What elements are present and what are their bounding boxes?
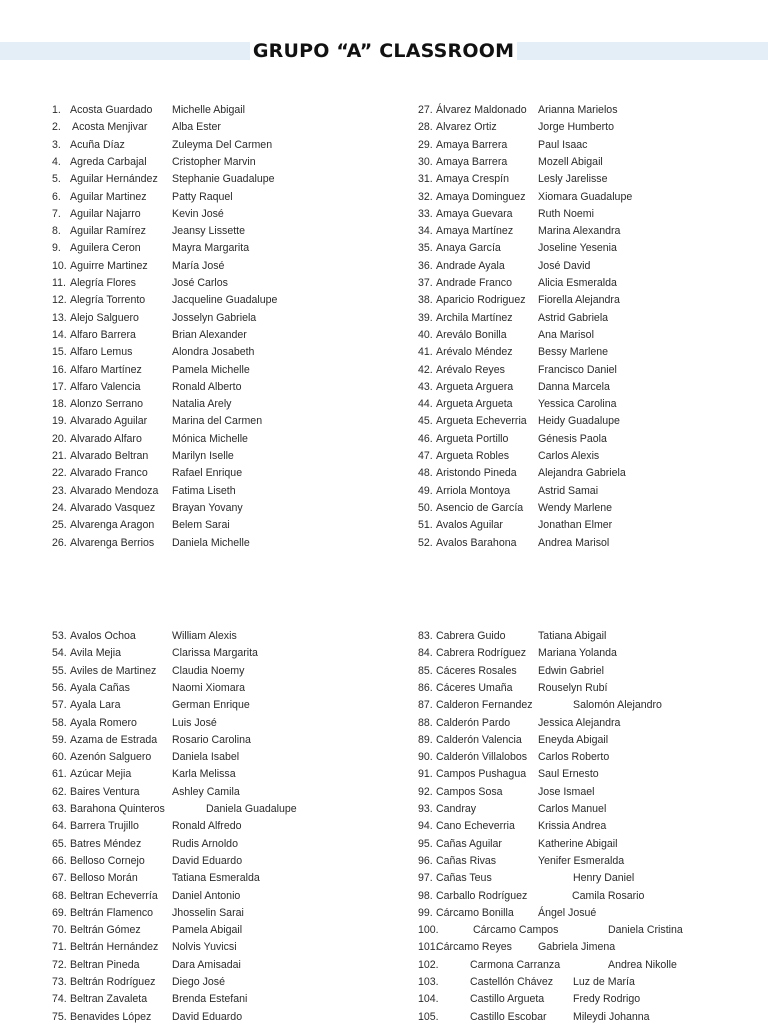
surname: Castellón Chávez bbox=[470, 976, 554, 988]
item-number: 2. bbox=[52, 121, 61, 134]
item-number: 32. bbox=[418, 190, 433, 203]
item-number: 26. bbox=[52, 536, 67, 549]
surname: Arriola Montoya bbox=[436, 484, 511, 497]
item-number: 9. bbox=[52, 242, 61, 255]
given-names: Wendy Marlene bbox=[538, 501, 612, 514]
given-names: Xiomara Guadalupe bbox=[538, 190, 633, 203]
surname: Beltrán Flamenco bbox=[70, 906, 154, 919]
item-number: 98. bbox=[418, 889, 433, 902]
surname: Acosta Menjivar bbox=[72, 121, 148, 134]
item-number: 5. bbox=[52, 173, 61, 186]
item-number: 42. bbox=[418, 363, 433, 376]
item-number: 102. bbox=[418, 958, 439, 971]
surname: Calderón Villalobos bbox=[436, 751, 528, 764]
item-number: 75. bbox=[52, 1010, 67, 1023]
item-number: 52. bbox=[418, 536, 433, 549]
given-names: Génesis Paola bbox=[538, 432, 607, 445]
item-number: 69. bbox=[52, 906, 67, 919]
item-number: 86. bbox=[418, 681, 433, 694]
surname: Alfaro Barrera bbox=[70, 328, 136, 341]
given-names: Danna Marcela bbox=[538, 380, 610, 393]
item-number: 39. bbox=[418, 311, 433, 324]
item-number: 46. bbox=[418, 432, 433, 445]
given-names: Mayra Margarita bbox=[172, 242, 250, 255]
item-number: 100. bbox=[418, 924, 439, 937]
surname: Aguilar Ramírez bbox=[70, 225, 146, 238]
surname: Cárcamo Reyes bbox=[436, 941, 512, 954]
item-number: 59. bbox=[52, 733, 67, 746]
surname: Argueta Argueta bbox=[436, 398, 513, 411]
given-names: Arianna Marielos bbox=[538, 104, 618, 116]
surname: Alvarado Beltran bbox=[70, 450, 149, 462]
surname: Areválo Bonilla bbox=[436, 328, 507, 341]
given-names: Mónica Michelle bbox=[172, 432, 248, 445]
item-number: 62. bbox=[52, 785, 67, 798]
item-number: 54. bbox=[52, 647, 67, 660]
item-number: 22. bbox=[52, 467, 67, 480]
item-number: 33. bbox=[418, 207, 433, 220]
given-names: Francisco Daniel bbox=[538, 363, 617, 376]
surname: Alvarenga Berrios bbox=[70, 536, 155, 549]
surname: Alvarado Aguilar bbox=[70, 415, 148, 428]
item-number: 4. bbox=[52, 155, 61, 168]
item-number: 50. bbox=[418, 501, 433, 514]
given-names: Joseline Yesenia bbox=[538, 242, 617, 255]
item-number: 66. bbox=[52, 854, 67, 867]
item-number: 56. bbox=[52, 681, 67, 694]
given-names: Dara Amisadai bbox=[172, 958, 241, 971]
item-number: 87. bbox=[418, 699, 433, 712]
given-names: Daniela Michelle bbox=[172, 536, 250, 549]
surname: Cabrera Rodríguez bbox=[436, 647, 527, 660]
item-number: 70. bbox=[52, 924, 67, 937]
surname: Carballo Rodríguez bbox=[436, 889, 528, 902]
given-names: Jacqueline Guadalupe bbox=[172, 294, 278, 307]
item-number: 64. bbox=[52, 820, 67, 833]
given-names: Claudia Noemy bbox=[172, 664, 245, 677]
given-names: Fiorella Alejandra bbox=[538, 294, 620, 307]
surname: Alvarado Mendoza bbox=[70, 484, 159, 497]
item-number: 49. bbox=[418, 484, 433, 497]
item-number: 27. bbox=[418, 104, 433, 116]
item-number: 61. bbox=[52, 768, 67, 781]
item-number: 90. bbox=[418, 751, 433, 764]
given-names: Karla Melissa bbox=[172, 768, 236, 781]
item-number: 23. bbox=[52, 484, 67, 497]
surname: Beltrán Gómez bbox=[70, 924, 141, 937]
item-number: 88. bbox=[418, 716, 433, 729]
surname: Cárcamo Bonilla bbox=[436, 906, 514, 919]
surname: Belloso Cornejo bbox=[70, 854, 145, 867]
surname: Aguirre Martinez bbox=[70, 259, 148, 272]
surname: Aguilar Hernández bbox=[70, 173, 158, 186]
surname: Batres Méndez bbox=[70, 837, 142, 850]
given-names: Fredy Rodrigo bbox=[573, 993, 641, 1006]
surname: Aparicio Rodriguez bbox=[436, 294, 526, 307]
given-names: Luz de María bbox=[573, 976, 635, 988]
given-names: Astrid Gabriela bbox=[538, 311, 609, 324]
item-number: 11. bbox=[52, 277, 66, 289]
item-number: 7. bbox=[52, 207, 61, 220]
given-names: Krissia Andrea bbox=[538, 820, 607, 833]
surname: Alvarez Ortiz bbox=[436, 121, 497, 134]
surname: Argueta Arguera bbox=[436, 380, 514, 393]
item-number: 35. bbox=[418, 242, 433, 255]
surname: Ayala Lara bbox=[70, 699, 121, 712]
surname: Alegría Flores bbox=[70, 277, 136, 289]
surname: Alejo Salguero bbox=[70, 311, 139, 324]
given-names: Ronald Alberto bbox=[172, 380, 242, 393]
given-names: Luis José bbox=[172, 716, 217, 729]
item-number: 41. bbox=[418, 346, 433, 359]
surname: Castillo Escobar bbox=[470, 1010, 547, 1023]
surname: Alfaro Lemus bbox=[70, 346, 133, 359]
given-names: Marina del Carmen bbox=[172, 415, 263, 428]
given-names: Belem Sarai bbox=[172, 519, 230, 532]
surname: Amaya Guevara bbox=[436, 207, 513, 220]
surname: Carmona Carranza bbox=[470, 958, 561, 971]
given-names: Pamela Abigail bbox=[172, 924, 243, 937]
item-number: 36. bbox=[418, 259, 433, 272]
given-names: Jorge Humberto bbox=[538, 121, 614, 134]
item-number: 21. bbox=[52, 450, 67, 462]
item-number: 91. bbox=[418, 768, 433, 781]
given-names: Gabriela Jimena bbox=[538, 941, 616, 954]
given-names: Rudis Arnoldo bbox=[172, 837, 238, 850]
item-number: 38. bbox=[418, 294, 433, 307]
item-number: 97. bbox=[418, 872, 433, 885]
given-names: Naomi Xiomara bbox=[172, 681, 246, 694]
given-names: Ana Marisol bbox=[538, 328, 594, 341]
given-names: Lesly Jarelisse bbox=[538, 173, 608, 186]
surname: Argueta Portillo bbox=[436, 432, 509, 445]
item-number: 99. bbox=[418, 906, 433, 919]
given-names: Cristopher Marvin bbox=[172, 155, 256, 168]
surname: Amaya Barrera bbox=[436, 155, 508, 168]
given-names: Pamela Michelle bbox=[172, 363, 250, 376]
given-names: Salomón Alejandro bbox=[573, 699, 662, 712]
item-number: 68. bbox=[52, 889, 67, 902]
given-names: Tatiana Esmeralda bbox=[172, 872, 260, 885]
item-number: 101. bbox=[418, 941, 439, 954]
item-number: 60. bbox=[52, 751, 67, 764]
given-names: Alejandra Gabriela bbox=[538, 467, 626, 480]
given-names: Katherine Abigail bbox=[538, 837, 618, 850]
item-number: 8. bbox=[52, 225, 61, 238]
given-names: Carlos Alexis bbox=[538, 450, 600, 462]
surname: Andrade Ayala bbox=[436, 259, 505, 272]
surname: Cárcamo Campos bbox=[473, 924, 559, 937]
surname: Aguilar Martinez bbox=[70, 190, 147, 203]
given-names: German Enrique bbox=[172, 699, 250, 712]
given-names: Stephanie Guadalupe bbox=[172, 173, 275, 186]
surname: Agreda Carbajal bbox=[70, 155, 147, 168]
surname: Amaya Barrera bbox=[436, 138, 508, 151]
item-number: 104. bbox=[418, 993, 439, 1006]
surname: Beltrán Rodríguez bbox=[70, 976, 156, 988]
item-number: 18. bbox=[52, 398, 67, 411]
given-names: Marilyn Iselle bbox=[172, 450, 234, 462]
item-number: 15. bbox=[52, 346, 67, 359]
given-names: Patty Raquel bbox=[172, 190, 233, 203]
item-number: 92. bbox=[418, 785, 433, 798]
item-number: 73. bbox=[52, 976, 67, 988]
surname: Candray bbox=[436, 803, 477, 815]
given-names: Carlos Roberto bbox=[538, 751, 610, 764]
given-names: Zuleyma Del Carmen bbox=[172, 138, 273, 151]
surname: Anaya García bbox=[436, 242, 501, 255]
item-number: 85. bbox=[418, 664, 433, 677]
given-names: Alicia Esmeralda bbox=[538, 277, 617, 289]
given-names: Daniel Antonio bbox=[172, 889, 241, 902]
given-names: Yenifer Esmeralda bbox=[538, 854, 625, 867]
surname: Alegría Torrento bbox=[70, 294, 146, 307]
item-number: 57. bbox=[52, 699, 67, 712]
given-names: María José bbox=[172, 259, 225, 272]
item-number: 103. bbox=[418, 976, 439, 988]
surname: Azama de Estrada bbox=[70, 733, 158, 746]
surname: Azenón Salguero bbox=[70, 751, 152, 764]
given-names: Rouselyn Rubí bbox=[538, 681, 608, 694]
item-number: 89. bbox=[418, 733, 433, 746]
surname: Benavides López bbox=[70, 1010, 152, 1023]
surname: Aguilera Ceron bbox=[70, 242, 141, 255]
given-names: Jonathan Elmer bbox=[538, 519, 613, 532]
surname: Amaya Martínez bbox=[436, 225, 514, 238]
surname: Aviles de Martinez bbox=[70, 664, 157, 677]
surname: Arévalo Méndez bbox=[436, 346, 513, 359]
given-names: Carlos Manuel bbox=[538, 803, 607, 815]
surname: Cabrera Guido bbox=[436, 630, 506, 642]
item-number: 10. bbox=[52, 259, 67, 272]
surname: Beltran Zavaleta bbox=[70, 993, 148, 1006]
given-names: Brenda Estefani bbox=[172, 993, 248, 1006]
given-names: Rosario Carolina bbox=[172, 733, 251, 746]
item-number: 94. bbox=[418, 820, 433, 833]
surname: Amaya Crespín bbox=[436, 173, 510, 186]
surname: Cañas Teus bbox=[436, 872, 492, 885]
given-names: Daniela Guadalupe bbox=[206, 803, 297, 815]
item-number: 95. bbox=[418, 837, 433, 850]
item-number: 48. bbox=[418, 467, 433, 480]
item-number: 31. bbox=[418, 173, 433, 186]
page-title: GRUPO “A” CLASSROOM bbox=[250, 37, 517, 65]
given-names: David Eduardo bbox=[172, 1010, 243, 1023]
surname: Beltran Echeverría bbox=[70, 889, 158, 902]
item-number: 28. bbox=[418, 121, 433, 134]
given-names: Diego José bbox=[172, 976, 225, 988]
given-names: Alondra Josabeth bbox=[172, 346, 255, 359]
item-number: 12. bbox=[52, 294, 67, 307]
given-names: Natalia Arely bbox=[172, 398, 232, 411]
surname: Avalos Ochoa bbox=[70, 630, 136, 642]
given-names: Alba Ester bbox=[172, 121, 221, 134]
surname: Alvarado Franco bbox=[70, 467, 148, 480]
surname: Alvarado Vasquez bbox=[70, 501, 156, 514]
item-number: 13. bbox=[52, 311, 67, 324]
given-names: Paul Isaac bbox=[538, 138, 588, 151]
item-number: 47. bbox=[418, 450, 433, 462]
item-number: 45. bbox=[418, 415, 433, 428]
item-number: 58. bbox=[52, 716, 67, 729]
given-names: Astrid Samai bbox=[538, 484, 599, 497]
given-names: Ángel Josué bbox=[538, 906, 597, 919]
given-names: Mariana Yolanda bbox=[538, 647, 617, 660]
given-names: José Carlos bbox=[172, 277, 228, 289]
item-number: 63. bbox=[52, 803, 67, 815]
given-names: Daniela Isabel bbox=[172, 751, 240, 764]
item-number: 72. bbox=[52, 958, 67, 971]
item-number: 71. bbox=[52, 941, 67, 954]
surname: Baires Ventura bbox=[70, 785, 140, 798]
given-names: David Eduardo bbox=[172, 854, 243, 867]
surname: Ayala Cañas bbox=[70, 681, 130, 694]
surname: Argueta Echeverria bbox=[436, 415, 527, 428]
given-names: Marina Alexandra bbox=[538, 225, 621, 238]
surname: Alvarenga Aragon bbox=[70, 519, 155, 532]
surname: Calderón Valencia bbox=[436, 733, 522, 746]
surname: Aristondo Pineda bbox=[436, 467, 517, 480]
item-number: 43. bbox=[418, 380, 433, 393]
surname: Alvarado Alfaro bbox=[70, 432, 142, 445]
item-number: 74. bbox=[52, 993, 67, 1006]
item-number: 17. bbox=[52, 380, 67, 393]
given-names: Daniela Cristina bbox=[608, 924, 683, 937]
given-names: Andrea Nikolle bbox=[608, 958, 677, 971]
given-names: Ruth Noemi bbox=[538, 207, 594, 220]
given-names: Jeansy Lissette bbox=[172, 225, 246, 238]
item-number: 16. bbox=[52, 363, 67, 376]
item-number: 19. bbox=[52, 415, 67, 428]
item-number: 34. bbox=[418, 225, 433, 238]
item-number: 25. bbox=[52, 519, 67, 532]
surname: Argueta Robles bbox=[436, 450, 510, 462]
given-names: Camila Rosario bbox=[572, 889, 645, 902]
given-names: Fatima Liseth bbox=[172, 484, 236, 497]
surname: Azúcar Mejia bbox=[70, 768, 132, 781]
item-number: 1. bbox=[52, 104, 61, 116]
item-number: 14. bbox=[52, 328, 67, 341]
given-names: Mozell Abigail bbox=[538, 155, 603, 168]
given-names: Ronald Alfredo bbox=[172, 820, 242, 833]
surname: Álvarez Maldonado bbox=[436, 104, 527, 116]
given-names: Tatiana Abigail bbox=[538, 630, 607, 642]
item-number: 6. bbox=[52, 190, 61, 203]
item-number: 55. bbox=[52, 664, 67, 677]
surname: Cáceres Rosales bbox=[436, 664, 517, 677]
surname: Avalos Aguilar bbox=[436, 519, 503, 532]
item-number: 93. bbox=[418, 803, 433, 815]
surname: Beltrán Hernández bbox=[70, 941, 159, 954]
surname: Castillo Argueta bbox=[470, 993, 545, 1006]
given-names: Kevin José bbox=[172, 207, 224, 220]
item-number: 53. bbox=[52, 630, 67, 642]
given-names: Jessica Alejandra bbox=[538, 716, 621, 729]
given-names: Saul Ernesto bbox=[538, 768, 599, 781]
surname: Beltran Pineda bbox=[70, 958, 140, 971]
given-names: Heidy Guadalupe bbox=[538, 415, 620, 428]
given-names: Michelle Abigail bbox=[172, 104, 246, 116]
surname: Ayala Romero bbox=[70, 716, 137, 729]
given-names: Jose Ismael bbox=[538, 785, 595, 798]
given-names: Bessy Marlene bbox=[538, 346, 609, 359]
surname: Alfaro Martínez bbox=[70, 363, 142, 376]
item-number: 96. bbox=[418, 854, 433, 867]
surname: Belloso Morán bbox=[70, 872, 138, 885]
surname: Andrade Franco bbox=[436, 277, 512, 289]
item-number: 29. bbox=[418, 138, 433, 151]
surname: Avalos Barahona bbox=[436, 536, 517, 549]
given-names: Nolvis Yuvicsi bbox=[172, 941, 237, 954]
item-number: 105. bbox=[418, 1010, 439, 1023]
surname: Cañas Rivas bbox=[436, 854, 497, 867]
surname: Acuña Díaz bbox=[70, 138, 125, 151]
surname: Cáceres Umaña bbox=[436, 681, 513, 694]
surname: Cano Echeverria bbox=[436, 820, 515, 833]
surname: Archila Martínez bbox=[436, 311, 513, 324]
surname: Aguilar Najarro bbox=[70, 207, 141, 220]
surname: Asencio de García bbox=[436, 501, 524, 514]
given-names: Clarissa Margarita bbox=[172, 647, 258, 660]
item-number: 40. bbox=[418, 328, 433, 341]
surname: Calderón Pardo bbox=[436, 716, 511, 729]
item-number: 65. bbox=[52, 837, 67, 850]
item-number: 84. bbox=[418, 647, 433, 660]
surname: Cañas Aguilar bbox=[436, 837, 502, 850]
item-number: 20. bbox=[52, 432, 67, 445]
given-names: Andrea Marisol bbox=[538, 536, 610, 549]
item-number: 83. bbox=[418, 630, 433, 642]
given-names: Yessica Carolina bbox=[538, 398, 617, 411]
surname: Arévalo Reyes bbox=[436, 363, 505, 376]
item-number: 37. bbox=[418, 277, 433, 289]
given-names: Rafael Enrique bbox=[172, 467, 243, 480]
surname: Alfaro Valencia bbox=[70, 380, 141, 393]
given-names: Josselyn Gabriela bbox=[172, 311, 257, 324]
given-names: Henry Daniel bbox=[573, 872, 635, 885]
item-number: 24. bbox=[52, 501, 67, 514]
surname: Campos Sosa bbox=[436, 785, 503, 798]
given-names: Ashley Camila bbox=[172, 785, 240, 798]
surname: Barahona Quinteros bbox=[70, 803, 165, 815]
item-number: 44. bbox=[418, 398, 433, 411]
surname: Avila Mejia bbox=[70, 647, 122, 660]
given-names: Jhosselin Sarai bbox=[172, 906, 244, 919]
given-names: William Alexis bbox=[172, 630, 237, 642]
given-names: Edwin Gabriel bbox=[538, 664, 604, 677]
given-names: Mileydi Johanna bbox=[573, 1010, 650, 1023]
given-names: José David bbox=[538, 259, 591, 272]
surname: Barrera Trujillo bbox=[70, 820, 139, 833]
given-names: Eneyda Abigail bbox=[538, 733, 609, 746]
item-number: 30. bbox=[418, 155, 433, 168]
surname: Acosta Guardado bbox=[70, 104, 153, 116]
item-number: 51. bbox=[418, 519, 433, 532]
surname: Campos Pushagua bbox=[436, 768, 527, 781]
given-names: Brian Alexander bbox=[172, 328, 247, 341]
surname: Amaya Dominguez bbox=[436, 190, 526, 203]
surname: Calderon Fernandez bbox=[436, 699, 533, 712]
given-names: Brayan Yovany bbox=[172, 501, 243, 514]
surname: Alonzo Serrano bbox=[70, 398, 144, 411]
item-number: 67. bbox=[52, 872, 67, 885]
item-number: 3. bbox=[52, 138, 61, 151]
